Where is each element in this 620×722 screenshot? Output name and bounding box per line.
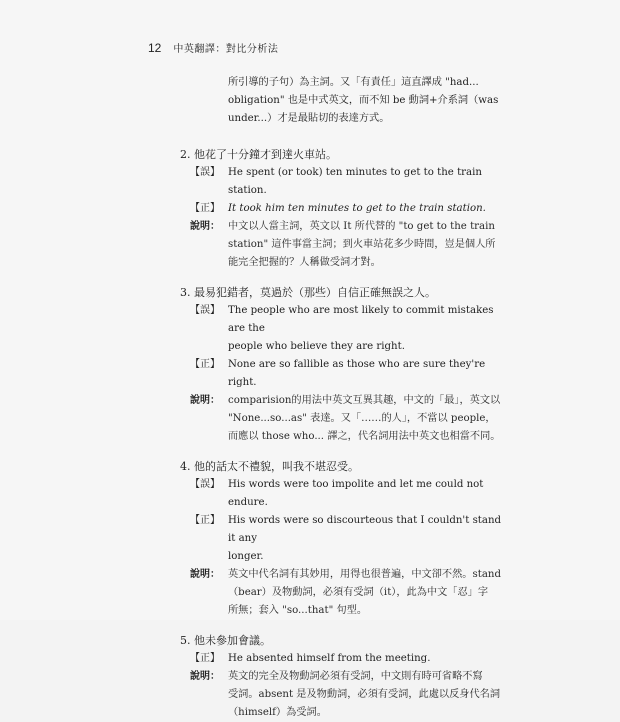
- right-line: None are so fallible as those who are sure they're right.: [228, 359, 486, 388]
- example-item-4: [180, 458, 510, 620]
- note-tag: 說明：: [190, 569, 220, 580]
- note-line: "None...so...as" 表達。又「……的人」，不當以 people，: [228, 413, 496, 424]
- right-row: [190, 200, 510, 218]
- text-line: obligation" 也是中式英文，而不知 be 動詞+介系詞（was: [228, 95, 499, 106]
- item-heading: 3. 最易犯錯者，莫過於（那些）自信正確無誤之人。: [180, 286, 436, 299]
- example-item-5: [180, 632, 510, 722]
- note-row: [190, 392, 510, 446]
- right-tag: 【正】: [190, 653, 220, 664]
- page-header: [148, 40, 278, 55]
- note-row: [190, 218, 510, 272]
- note-line: 英文的完全及物動詞必須有受詞，中文則有時可省略不寫: [228, 671, 483, 682]
- right-row: [190, 356, 510, 392]
- item-heading: 4. 他的話太不禮貌，叫我不堪忍受。: [180, 460, 359, 473]
- page-number: 12: [148, 41, 162, 55]
- text-line: 所引導的子句）為主詞。又「有責任」這直譯成 "had...: [228, 77, 479, 88]
- wrong-line: His words were too impolite and let me could not endure.: [228, 479, 484, 508]
- note-line: 能完全把握的？人稱做受詞才對。: [228, 257, 381, 268]
- note-line: 所無；套入 "so...that" 句型。: [228, 605, 368, 616]
- wrong-line: The people who are most likely to commit mistakes are the: [228, 305, 494, 334]
- note-line: （himself）為受詞。: [228, 707, 327, 718]
- right-row: [190, 650, 510, 668]
- note-row: [190, 566, 510, 620]
- wrong-tag: 【誤】: [190, 305, 220, 316]
- wrong-row: [190, 164, 510, 200]
- note-line: 中文以人當主詞，英文以 It 所代替的 "to get to the train: [228, 221, 495, 232]
- wrong-tag: 【誤】: [190, 479, 220, 490]
- note-line: 英文中代名詞有其妙用，用得也很普遍，中文卻不然。stand: [228, 569, 501, 580]
- right-line: He absented himself from the meeting.: [228, 653, 431, 664]
- right-row: [190, 512, 510, 566]
- example-item-2: [180, 146, 510, 272]
- note-line: 受詞。absent 是及物動詞，必須有受詞，此處以反身代名詞: [228, 689, 501, 700]
- right-tag: 【正】: [190, 203, 220, 214]
- wrong-tag: 【誤】: [190, 167, 220, 178]
- right-tag: 【正】: [190, 515, 220, 526]
- note-line: station" 這件事當主詞；到火車站花多少時間，豈是個人所: [228, 239, 496, 250]
- note-tag: 說明：: [190, 221, 220, 232]
- wrong-row: [190, 476, 510, 512]
- right-tag: 【正】: [190, 359, 220, 370]
- example-item-3: [180, 284, 510, 446]
- intro-continuation: [180, 74, 510, 128]
- right-line: longer.: [228, 551, 264, 562]
- wrong-line: people who believe they are right.: [228, 341, 405, 352]
- text-line: under...）才是最貼切的表達方式。: [228, 113, 390, 124]
- wrong-line: He spent (or took) ten minutes to get to the train station.: [228, 167, 482, 196]
- note-tag: 說明：: [190, 395, 220, 406]
- item-heading: 5. 他未參加會議。: [180, 634, 271, 647]
- item-heading: 2. 他花了十分鐘才到達火車站。: [180, 148, 337, 161]
- note-line: （bear）及物動詞，必須有受詞（it），此為中文「忍」字: [228, 587, 489, 598]
- right-line: His words were so discourteous that I couldn't stand it any: [228, 515, 502, 544]
- note-row: [190, 668, 510, 722]
- page-content: [180, 74, 510, 722]
- note-tag: 說明：: [190, 671, 220, 682]
- wrong-row: [190, 302, 510, 356]
- note-line: comparision的用法中英文互異其趣，中文的「最」，英文以: [228, 395, 501, 406]
- note-line: 而應以 those who... 譯之，代名詞用法中英文也相當不同。: [228, 431, 501, 442]
- running-title: 中英翻譯：對比分析法: [173, 44, 279, 55]
- right-line: It took him ten minutes to get to the train station.: [228, 203, 486, 214]
